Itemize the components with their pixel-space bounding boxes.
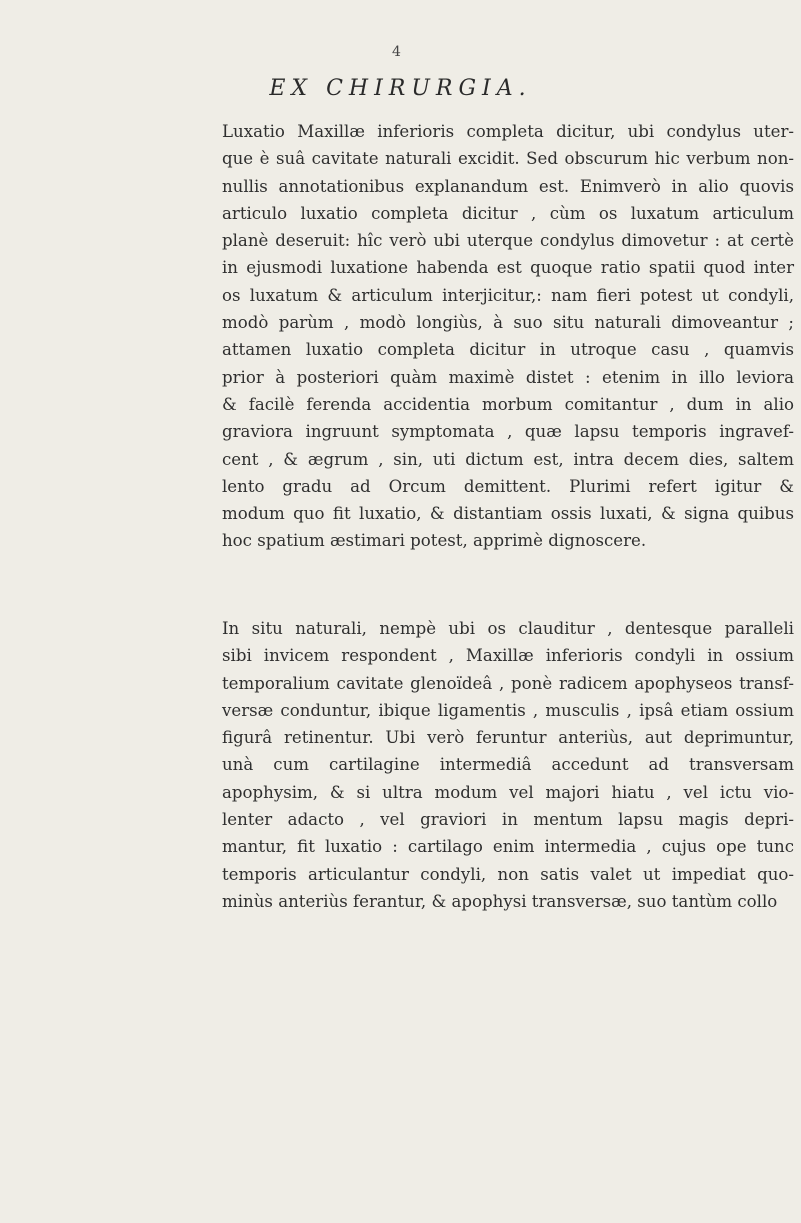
text-line: in ejusmodi luxatione habenda est quoque ratio spatii quod inter <box>222 258 794 278</box>
text-line: attamen luxatio completa dicitur in utroque casu , quamvis <box>222 340 794 360</box>
running-title: EX CHIRURGIA. <box>269 76 532 101</box>
text-line: temporis articulantur condyli, non satis valet ut impediat quo- <box>222 864 794 884</box>
text-line: & facilè ferenda accidentia morbum comitantur , dum in alio <box>222 394 794 414</box>
text-line: planè deseruit: hîc verò ubi uterque condylus dimovetur : at certè <box>222 231 794 251</box>
text-line: graviora ingruunt symptomata , quæ lapsu temporis ingravef- <box>222 422 794 442</box>
text-line: modò parùm , modò longiùs, à suo situ naturali dimoveantur ; <box>222 313 794 333</box>
page-mark: 4 <box>392 44 401 60</box>
text-line: nullis annotationibus explanandum est. Enimverò in alio quovis <box>222 176 794 196</box>
text-line: que è suâ cavitate naturali excidit. Sed obscurum hic verbum non- <box>222 149 794 169</box>
text-line: Luxatio Maxillæ inferioris completa dicitur, ubi condylus uter- <box>222 122 794 141</box>
text-line: figurâ retinentur. Ubi verò feruntur anteriùs, aut deprimuntur, <box>222 728 794 748</box>
text-line: modum quo fit luxatio, & distantiam ossis luxati, & signa quibus <box>222 504 794 524</box>
text-line: articulo luxatio completa dicitur , cùm os luxatum articulum <box>222 203 794 223</box>
text-line: temporalium cavitate glenoïdeâ , ponè radicem apophyseos transf- <box>222 673 794 693</box>
text-line: lento gradu ad Orcum demittent. Plurimi refert igitur & <box>222 476 794 496</box>
text-line: sibi invicem respondent , Maxillæ inferioris condyli in ossium <box>222 646 794 666</box>
text-line: mantur, fit luxatio : cartilago enim intermedia , cujus ope tunc <box>222 837 794 857</box>
text-line: In situ naturali, nempè ubi os clauditur , dentesque paralleli <box>222 619 794 638</box>
paragraph-1 <box>222 118 794 555</box>
text-line: lenter adacto , vel graviori in mentum lapsu magis depri- <box>222 810 794 830</box>
text-line: cent , & ægrum , sin, uti dictum est, intra decem dies, saltem <box>222 449 794 469</box>
text-line: minùs anteriùs ferantur, & apophysi transversæ, suo tantùm collo <box>222 891 778 911</box>
text-line: os luxatum & articulum interjicitur,: nam fieri potest ut condyli, <box>222 285 794 305</box>
text-line: prior à posteriori quàm maximè distet : etenim in illo leviora <box>222 367 794 387</box>
text-line: hoc spatium æstimari potest, apprimè dignoscere. <box>222 531 647 551</box>
text-line: unà cum cartilagine intermediâ accedunt ad transversam <box>222 755 794 775</box>
text-line: apophysim, & si ultra modum vel majori hiatu , vel ictu vio- <box>222 782 794 802</box>
paragraph-2 <box>222 615 794 915</box>
text-line: versæ conduntur, ibique ligamentis , musculis , ipsâ etiam ossium <box>222 700 794 720</box>
